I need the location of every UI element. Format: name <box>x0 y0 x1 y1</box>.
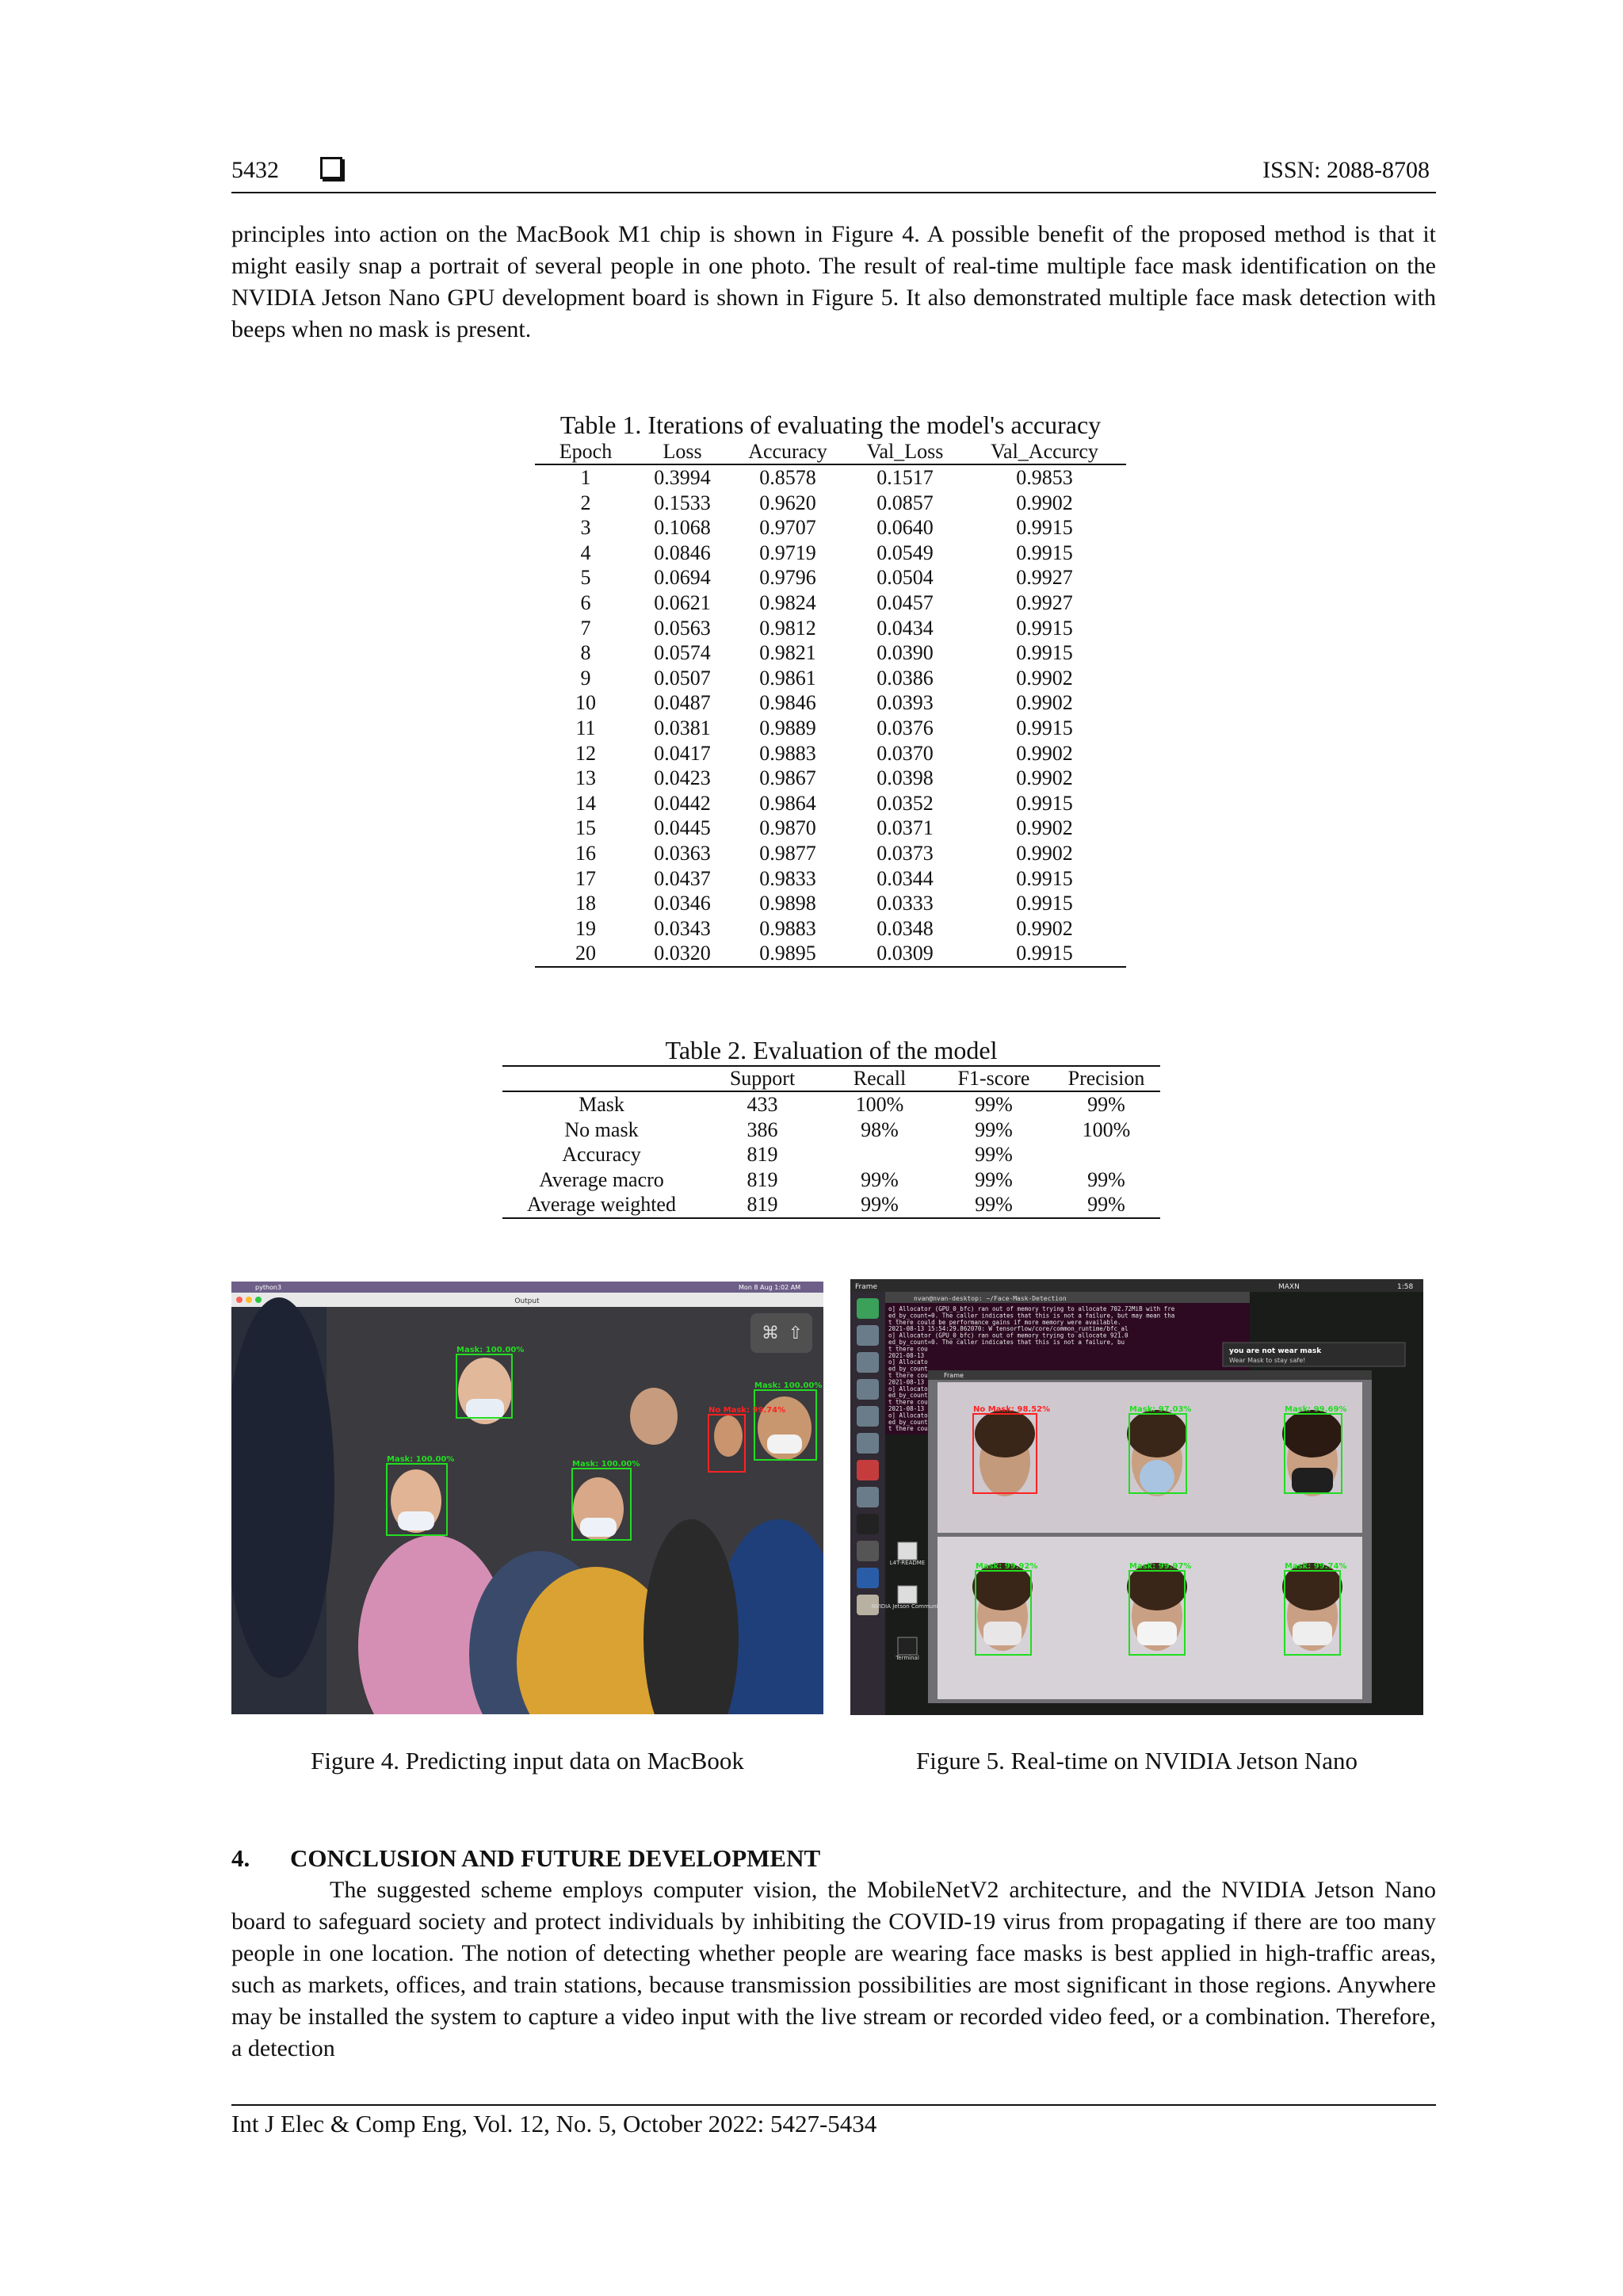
detection-label: Mask: 100.00% <box>572 1460 640 1469</box>
table-row <box>535 841 1126 866</box>
table1-cell: 4 <box>580 541 591 564</box>
table2-cell: 100% <box>1082 1117 1131 1141</box>
table2-cell: 99% <box>935 1192 1052 1218</box>
table1-cell: 0.9915 <box>1016 516 1073 540</box>
table-row <box>535 491 1126 516</box>
figure5-screenshot <box>850 1279 1423 1715</box>
terminal-line: t there cou <box>888 1372 928 1379</box>
table1-cell: 0.0694 <box>654 566 711 590</box>
table-row <box>535 690 1126 716</box>
table-row <box>502 1192 1160 1218</box>
table2-cell: 99% <box>824 1192 935 1218</box>
terminal-line: o] Allocato <box>888 1358 928 1366</box>
table1-cell: 0.1533 <box>654 491 711 514</box>
table-row <box>535 916 1126 942</box>
detection-label: Mask: 99.74% <box>1285 1562 1347 1571</box>
table1-cell: 0.0393 <box>876 691 934 715</box>
table1-cell: 8 <box>580 641 591 665</box>
notification-title: you are not wear mask <box>1229 1347 1322 1355</box>
table1-cell: 0.9915 <box>1016 616 1073 640</box>
table1-cell: 16 <box>575 841 596 865</box>
table-row <box>535 866 1126 892</box>
table1-title: Table 1. Iterations of evaluating the model's accuracy <box>559 411 1102 439</box>
detection-label: Mask: 99.69% <box>1285 1405 1347 1414</box>
table2-cell: 99% <box>861 1167 899 1191</box>
detection-label: Mask: 100.00% <box>754 1381 823 1390</box>
table1-cell: 0.0574 <box>654 641 711 665</box>
detection-label: Mask: 99.97% <box>1129 1562 1192 1571</box>
table-row <box>535 941 1126 967</box>
desktop-icon <box>898 1586 917 1603</box>
table1-cell: 10 <box>575 691 596 715</box>
table1-cell: 0.9707 <box>759 516 816 540</box>
figure4-window-title: Output <box>514 1297 540 1305</box>
table1-cell: 0.9867 <box>759 766 816 790</box>
table1-cell: 12 <box>575 741 596 765</box>
table2-cell: 386 <box>747 1117 778 1141</box>
table1-cell: 0.0846 <box>654 541 711 564</box>
figure4-app-name: python3 <box>255 1284 282 1291</box>
table1-cell: 0.0487 <box>654 691 711 715</box>
table2-cell: 99% <box>1052 1192 1160 1218</box>
table-row <box>535 766 1126 791</box>
table1-cell: 0.0373 <box>876 841 934 865</box>
table-row <box>502 1167 1160 1193</box>
figure5-status-mode: MAXN <box>1278 1283 1300 1291</box>
table2 <box>502 1036 1160 1219</box>
table1-cell: 19 <box>575 916 596 940</box>
table2-cell: 819 <box>747 1167 778 1191</box>
terminal-line: 2021-08-13 <box>888 1405 925 1412</box>
box-bullet-icon <box>320 157 342 179</box>
frame-window-title: Frame <box>944 1372 964 1379</box>
table2-col-2: Recall <box>824 1066 935 1091</box>
table2-cell: 99% <box>1087 1167 1125 1191</box>
table1-cell: 0.9902 <box>1016 491 1073 514</box>
desktop-icon-label: L4T-README <box>889 1560 926 1566</box>
terminal-line: ed_by_count <box>888 1365 928 1373</box>
figure4-screenshot <box>231 1282 823 1714</box>
figure5-caption: Figure 5. Real-time on NVIDIA Jetson Nano <box>915 1747 1358 1775</box>
table1-cell: 7 <box>580 616 591 640</box>
table-row <box>502 1142 1160 1167</box>
table2-grid <box>502 1065 1160 1219</box>
terminal-line: t there cou <box>888 1425 928 1433</box>
terminal-line: 2021-08-13 <box>888 1351 925 1359</box>
table1-cell: 0.0423 <box>654 766 711 790</box>
table2-cell: Average macro <box>539 1167 664 1191</box>
terminal-line: 2021-08-13 15:54:29.862070: W tensorflow/core/common_runtime/bfc_al <box>888 1325 1128 1333</box>
table-row <box>535 666 1126 691</box>
table1-cell: 11 <box>575 716 596 739</box>
table1-cell: 0.0352 <box>876 791 934 815</box>
intro-paragraph: principles into action on the MacBook M1 chip is shown in Figure 4. A possible benefit of the proposed method is that it might easily snap a portrait of several people in one photo. The result of real-time multiple face mask identification on the NVIDIA Jetson Nano GPU development board is shown in Figure 5. It also demonstrated multiple face mask detection with beeps when no mask is present. <box>231 221 1436 342</box>
terminal-line: o] Allocator (GPU_0_bfc) ran out of memory trying to allocate 921.0 <box>888 1331 1128 1339</box>
table1-cell: 0.3994 <box>654 466 711 489</box>
table-row <box>535 590 1126 616</box>
terminal-line: ed_by_count <box>888 1418 928 1426</box>
table2-col-0 <box>502 1066 701 1091</box>
table-row <box>535 716 1126 741</box>
shift-key-icon: ⇧ <box>788 1324 804 1343</box>
table-row <box>535 741 1126 766</box>
table2-cell: 100% <box>855 1093 904 1116</box>
table1-cell: 0.0417 <box>654 741 711 765</box>
table2-cell: Mask <box>579 1093 624 1116</box>
desktop-icon <box>898 1542 917 1560</box>
table1-col-3: Val_Loss <box>847 440 963 464</box>
figure5-clock: 1:58 <box>1397 1283 1414 1291</box>
table1-col-0: Epoch <box>535 440 636 464</box>
table1-cell: 0.9902 <box>1016 766 1073 790</box>
table1-cell: 0.0549 <box>876 541 934 564</box>
table1-cell: 0.0343 <box>654 916 711 940</box>
table-row <box>535 816 1126 841</box>
table2-col-4: Precision <box>1052 1066 1160 1091</box>
table1-cell: 0.9895 <box>728 941 847 967</box>
table-row <box>502 1117 1160 1143</box>
table1-cell: 18 <box>575 892 596 915</box>
table1-cell: 0.9861 <box>759 666 816 690</box>
table2-cell: 99% <box>975 1143 1013 1167</box>
table1-cell: 9 <box>580 666 591 690</box>
table2-cell: 98% <box>861 1117 899 1141</box>
table1-cell: 0.9719 <box>759 541 816 564</box>
table1-cell: 0.9902 <box>1016 741 1073 765</box>
figure5-image <box>850 1279 1423 1715</box>
table1-cell: 0.9853 <box>1016 466 1073 489</box>
table1-col-2: Accuracy <box>728 440 847 464</box>
detection-label: Mask: 99.92% <box>976 1562 1038 1571</box>
table1-cell: 0.0857 <box>876 491 934 514</box>
table1-cell: 0.0376 <box>876 716 934 739</box>
table2-cell: 819 <box>701 1192 824 1218</box>
detection-label: Mask: 100.00% <box>456 1346 525 1354</box>
table1-cell: 0.0507 <box>654 666 711 690</box>
table1-cell: 14 <box>575 791 596 815</box>
table-row <box>535 515 1126 541</box>
terminal-line: 2021-08-13 <box>888 1378 925 1386</box>
table1-cell: 13 <box>575 766 596 790</box>
table2-cell: 99% <box>1087 1093 1125 1116</box>
table1-cell: 0.9824 <box>759 590 816 614</box>
table1-cell: 0.9902 <box>1016 816 1073 840</box>
section4-heading: 4. CONCLUSION AND FUTURE DEVELOPMENT <box>231 1844 821 1872</box>
table1-cell: 0.0348 <box>876 916 934 940</box>
table2-cell <box>1052 1142 1160 1167</box>
table1-cell: 2 <box>580 491 591 514</box>
table1-cell: 0.0504 <box>876 566 934 590</box>
table1-cell: 0.9821 <box>759 641 816 665</box>
table1-cell: 0.1068 <box>654 516 711 540</box>
table1-cell: 0.0437 <box>654 866 711 890</box>
table1-col-1: Loss <box>636 440 728 464</box>
section4-paragraph: The suggested scheme employs computer vision, the MobileNetV2 architecture, and the NVIDIA Jetson Nano board to safeguard society and protect individuals by inhibiting the COVID-19 virus from propagating if there are too many people in one location. The notion of detecting whether people are wearing face masks is best applied in high-traffic areas, such as markets, offices, and train stations, because transmission possibilities are most significant in those regions. Anywhere may be installed the system to capture a video input with the live stream or recorded video feed, or a combination. Therefore, a detection <box>231 1877 1436 2061</box>
terminal-line: t there cou <box>888 1398 928 1406</box>
table1-cell: 0.9915 <box>1016 641 1073 665</box>
terminal-line: t there could be performance gains if more memory were available. <box>888 1318 1121 1326</box>
table1-cell: 0.9915 <box>1016 866 1073 890</box>
table1-cell: 0.0363 <box>654 841 711 865</box>
table1-cell: 0.9915 <box>963 941 1126 967</box>
table1-cell: 0.9915 <box>1016 791 1073 815</box>
table1-cell: 0.9902 <box>1016 691 1073 715</box>
command-key-icon: ⌘ <box>762 1324 779 1343</box>
table-row <box>535 640 1126 666</box>
desktop-icon-label: Terminal <box>896 1655 919 1661</box>
table1-cell: 0.0563 <box>654 616 711 640</box>
table1-cell: 5 <box>580 566 591 590</box>
figure4-clock: Mon 8 Aug 1:02 AM <box>739 1284 801 1291</box>
table1-cell: 0.0344 <box>876 866 934 890</box>
table1-cell: 0.9902 <box>1016 841 1073 865</box>
table1-cell: 0.9833 <box>759 866 816 890</box>
table1-grid <box>535 440 1126 968</box>
terminal-line: ed_by_count=0. The caller indicates that this is not a failure, bu <box>888 1339 1125 1346</box>
table2-title: Table 2. Evaluation of the model <box>665 1036 998 1064</box>
table1-cell: 0.9870 <box>759 816 816 840</box>
table-row <box>535 565 1126 590</box>
table1-cell: 3 <box>580 516 591 540</box>
table-row <box>502 1091 1160 1117</box>
detection-label: No Mask: 98.52% <box>973 1405 1051 1414</box>
table1-cell: 0.0309 <box>847 941 963 967</box>
table1-cell: 0.9883 <box>759 741 816 765</box>
table1-cell: 0.0386 <box>876 666 934 690</box>
table1-cell: 0.9846 <box>759 691 816 715</box>
table-row <box>535 891 1126 916</box>
table1-col-4: Val_Accurcy <box>963 440 1126 464</box>
table1-cell: 0.9902 <box>1016 666 1073 690</box>
terminal-line: o] Allocato <box>888 1412 928 1419</box>
table1-cell: 0.0457 <box>876 590 934 614</box>
table1-cell: 0.9915 <box>1016 892 1073 915</box>
table1-cell: 0.9812 <box>759 616 816 640</box>
terminal-line: ed_by_count <box>888 1392 928 1400</box>
table1-cell: 0.9877 <box>759 841 816 865</box>
header-rule <box>231 192 1436 193</box>
table1-cell: 0.0621 <box>654 590 711 614</box>
table2-cell: No mask <box>564 1117 639 1141</box>
terminal-line: ed_by_count=0. The caller indicates that this is not a failure, but may mean tha <box>888 1312 1175 1320</box>
table2-cell: 99% <box>975 1167 1013 1191</box>
table1-cell: 0.9898 <box>759 892 816 915</box>
table2-col-3: F1-score <box>935 1066 1052 1091</box>
table1-cell: 0.9927 <box>1016 590 1073 614</box>
table2-cell: Average weighted <box>502 1192 701 1218</box>
table1-cell: 0.0346 <box>654 892 711 915</box>
table2-cell: 819 <box>747 1143 778 1167</box>
table2-cell: 99% <box>975 1117 1013 1141</box>
desktop-icon <box>898 1637 917 1655</box>
table2-cell: Accuracy <box>562 1143 641 1167</box>
table2-cell: 99% <box>975 1093 1013 1116</box>
table2-cell: 433 <box>747 1093 778 1116</box>
table1-cell: 0.0320 <box>636 941 728 967</box>
figure5-terminal-title: nvan@nvan-desktop: ~/Face-Mask-Detection <box>914 1295 1067 1302</box>
table1-cell: 0.0381 <box>654 716 711 739</box>
table1-cell: 0.9927 <box>1016 566 1073 590</box>
issn: ISSN: 2088-8708 <box>1262 157 1430 183</box>
table1-cell: 0.0333 <box>876 892 934 915</box>
table1-cell: 0.9620 <box>759 491 816 514</box>
table-row <box>535 464 1126 491</box>
table2-col-1: Support <box>701 1066 824 1091</box>
table-row <box>535 791 1126 816</box>
table1-cell: 0.9889 <box>759 716 816 739</box>
figure4-caption: Figure 4. Predicting input data on MacBook <box>311 1747 744 1775</box>
table1-cell: 1 <box>580 466 591 489</box>
table1-cell: 0.0371 <box>876 816 934 840</box>
table1-header-row <box>535 440 1126 464</box>
figure5-window-title: Frame <box>855 1283 878 1291</box>
table1-cell: 0.9864 <box>759 791 816 815</box>
table1-cell: 0.9915 <box>1016 541 1073 564</box>
table1-cell: 0.0398 <box>876 766 934 790</box>
table1-cell: 15 <box>575 816 596 840</box>
table1-cell: 0.9902 <box>1016 916 1073 940</box>
table1-cell: 17 <box>575 866 596 890</box>
footer-rule <box>231 2104 1436 2106</box>
table1-cell: 0.9796 <box>759 566 816 590</box>
detection-label: Mask: 97.03% <box>1129 1405 1192 1414</box>
table1-cell: 0.9915 <box>1016 716 1073 739</box>
page-number: 5432 <box>231 155 342 186</box>
table1-cell: 0.0370 <box>876 741 934 765</box>
table1-cell: 0.0640 <box>876 516 934 540</box>
table1-cell: 0.8578 <box>759 466 816 489</box>
table2-cell <box>824 1142 935 1167</box>
journal-footer: Int J Elec & Comp Eng, Vol. 12, No. 5, October 2022: 5427-5434 <box>231 2110 877 2137</box>
table2-header-row <box>502 1066 1160 1091</box>
table1-cell: 20 <box>535 941 636 967</box>
terminal-line: o] Allocato <box>888 1385 928 1392</box>
table1 <box>535 411 1126 968</box>
table1-cell: 0.0434 <box>876 616 934 640</box>
table1-cell: 0.1517 <box>876 466 934 489</box>
figure4-image <box>231 1282 823 1714</box>
table-row <box>535 616 1126 641</box>
notification-body: Wear Mask to stay safe! <box>1229 1357 1306 1364</box>
table1-cell: 0.0442 <box>654 791 711 815</box>
terminal-line: t there cou <box>888 1345 928 1353</box>
detection-label: Mask: 100.00% <box>387 1455 455 1464</box>
desktop-icon-label: NVIDIA Jetson Communi... <box>871 1603 944 1610</box>
table1-cell: 0.0390 <box>876 641 934 665</box>
table-row <box>535 541 1126 566</box>
terminal-line: o] Allocator (GPU_0_bfc) ran out of memory trying to allocate 702.72MiB with fre <box>888 1305 1175 1312</box>
table1-cell: 0.9883 <box>759 916 816 940</box>
table1-cell: 0.0445 <box>654 816 711 840</box>
detection-label: No Mask: 99.74% <box>708 1406 786 1415</box>
table1-cell: 6 <box>580 590 591 614</box>
